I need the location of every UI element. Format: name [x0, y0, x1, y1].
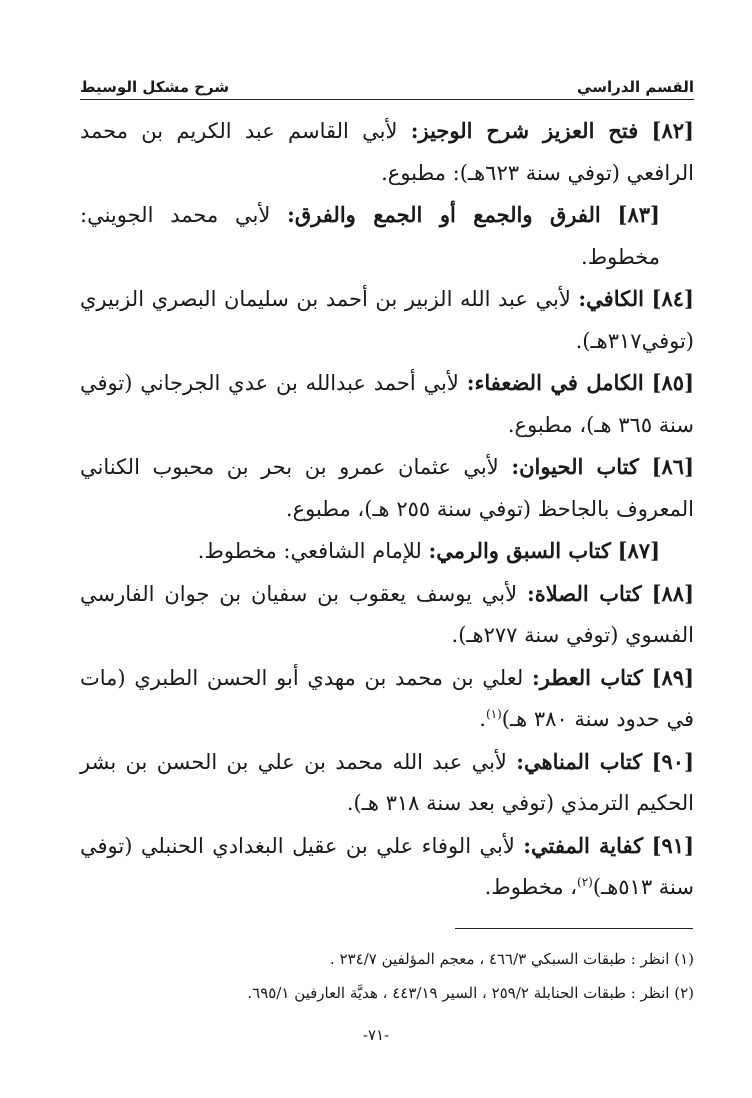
footnotes: [80, 942, 694, 1010]
entry-title: الفرق والجمع أو الجمع والفرق:: [287, 202, 601, 227]
entry-text: لأبي عثمان عمرو بن بحر بن محبوب الكناني المعروف بالجاحظ (توفي سنة ٢٥٥ هـ)، مطبوع.: [80, 455, 694, 521]
entry-tail: ، مخطوط.: [484, 875, 578, 899]
entry-text: لأبي الوفاء علي بن عقيل البغدادي الحنبلي (توفي سنة ٥١٣هـ): [80, 833, 694, 899]
entry-text: لأبي عبد الله الزبير بن أحمد بن سليمان البصري الزبيري (توفي٣١٧هـ).: [80, 287, 694, 353]
entry-title: فتح العزيز شرح الوجيز:: [410, 118, 639, 143]
entry-text: لأبي أحمد عبدالله بن عدي الجرجاني (توفي سنة ٣٦٥ هـ)، مطبوع.: [80, 371, 694, 437]
bibliography-list: [80, 110, 694, 909]
entry-title: كتاب الصلاة:: [526, 580, 642, 606]
entry-title: كتاب المناهي:: [516, 748, 643, 774]
footnote-reference[interactable]: (١): [485, 707, 502, 721]
entry-text: لأبي محمد الجويني: مخطوط.: [80, 203, 660, 269]
entry-number: [٨٢]: [651, 118, 694, 143]
entry-number: [٨٨]: [651, 580, 694, 606]
footnote: (٢) انظر : طبقات الحنابلة ٢٥٩/٢ ، السير ٤٤٣/١٩ ، هديَّة العارفين ٦٩٥/١.: [247, 984, 694, 1002]
entry-number: [٨٥]: [651, 370, 694, 395]
header-book-title: شرح مشكل الوسيط: [80, 78, 230, 96]
bibliography-entry: [80, 657, 694, 741]
footnote-separator: [455, 928, 693, 929]
page-number: -٧١-: [362, 1026, 390, 1044]
header-section-title: القسم الدراسي: [577, 78, 694, 96]
entry-title: كتاب العطر:: [532, 664, 643, 690]
bibliography-entry: [80, 825, 694, 909]
entry-number: [٨٩]: [651, 664, 694, 690]
entry-title: الكافي:: [578, 286, 644, 311]
bibliography-entry: [80, 530, 694, 573]
running-header: [80, 72, 694, 96]
bibliography-entry: [80, 110, 694, 194]
entry-title: كتاب الحيوان:: [511, 454, 640, 479]
bibliography-entry: [80, 194, 694, 278]
entry-text: لأبي القاسم عبد الكريم بن محمد الرافعي (توفي سنة ٦٢٣هـ): مطبوع.: [80, 119, 694, 185]
entry-tail: .: [479, 707, 486, 731]
entry-title: الكامل في الضعفاء:: [466, 370, 644, 395]
entry-number: [٩١]: [651, 832, 694, 858]
entry-title: كتاب السبق والرمي:: [428, 538, 611, 563]
entry-text: لأبي عبد الله محمد بن علي بن الحسن بن بشر الحكيم الترمذي (توفي بعد سنة ٣١٨ هـ).: [80, 749, 694, 815]
footnote-reference[interactable]: (٢): [577, 875, 593, 889]
entry-number: [٨٣]: [617, 202, 660, 227]
bibliography-entry: [80, 362, 694, 446]
header-rule: [80, 99, 694, 100]
entry-title: كفاية المفتي:: [523, 832, 644, 858]
entry-text: لأبي يوسف يعقوب بن سفيان بن جوان الفارسي الفسوي (توفي سنة ٢٧٧هـ).: [80, 581, 694, 647]
bibliography-entry: [80, 741, 694, 825]
bibliography-entry: [80, 573, 694, 657]
entry-number: [٩٠]: [651, 748, 694, 774]
bibliography-entry: [80, 278, 694, 362]
entry-text: للإمام الشافعي: مخطوط.: [197, 539, 429, 563]
entry-number: [٨٤]: [651, 286, 694, 311]
entry-text: لعلي بن محمد بن مهدي أبو الحسن الطبري (مات في حدود سنة ٣٨٠ هـ): [80, 665, 694, 731]
entry-number: [٨٧]: [617, 538, 660, 563]
footnote: (١) انظر : طبقات السبكي ٤٦٦/٣ ، معجم المؤلفين ٢٣٤/٧ .: [329, 950, 694, 968]
bibliography-entry: [80, 446, 694, 530]
entry-number: [٨٦]: [651, 454, 695, 479]
